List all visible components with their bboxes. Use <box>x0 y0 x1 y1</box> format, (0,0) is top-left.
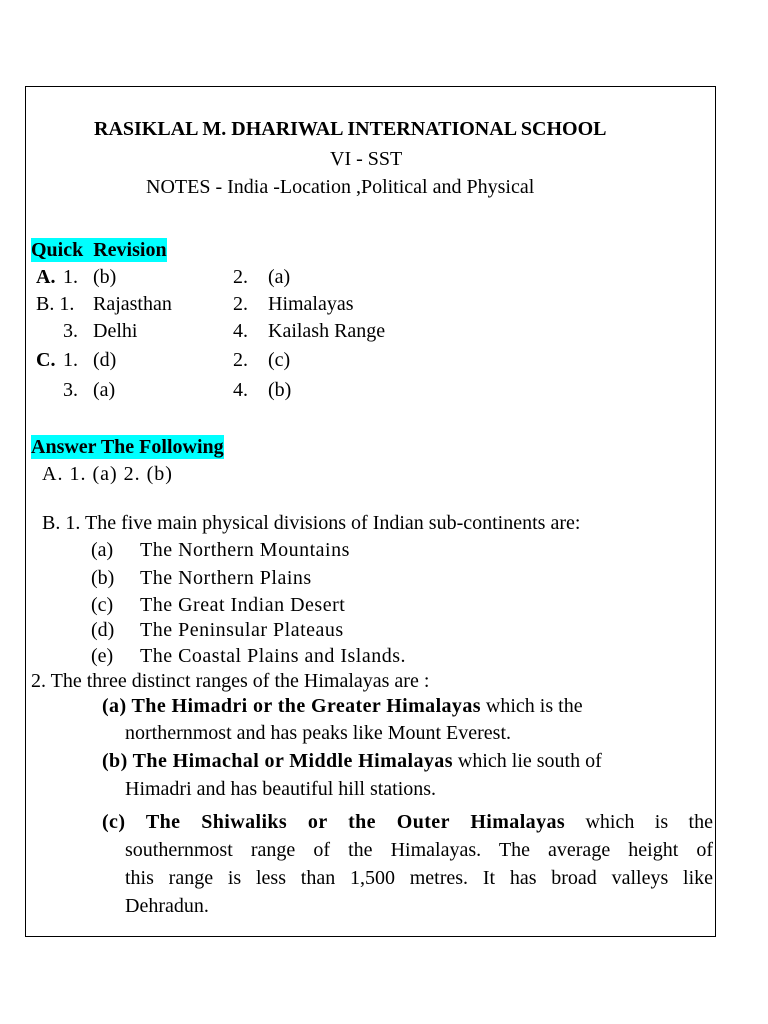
qr-a2-num: 2. <box>233 266 248 288</box>
qr-c4-answer: (b) <box>268 379 292 401</box>
qr-c2-num: 2. <box>233 349 248 371</box>
qr-a1-answer: (b) <box>93 266 117 288</box>
qr-a-letter: A. <box>36 266 56 288</box>
af-a-line: A. 1. (a) 2. (b) <box>42 463 173 485</box>
notes-title: NOTES - India -Location ,Political and Physical <box>146 176 535 198</box>
qr-b-prefix: B. 1. <box>36 293 75 315</box>
range-a-cont: northernmost and has peaks like Mount Everest. <box>125 722 512 744</box>
range-c-title: (c) The Shiwaliks or the Outer Himalayas <box>102 811 566 833</box>
division-letter: (b) <box>91 567 115 589</box>
qr-b2-num: 2. <box>233 293 248 315</box>
division-letter: (e) <box>91 645 114 667</box>
qr-a1-num: 1. <box>63 266 78 288</box>
qr-b4-answer: Kailash Range <box>268 320 386 342</box>
qr-c1-num: 1. <box>63 349 78 371</box>
af-b1-intro: B. 1. The five main physical divisions of Indian sub-continents are: <box>42 512 581 534</box>
range-b-cont: Himadri and has beautiful hill stations. <box>125 778 437 800</box>
qr-c4-num: 4. <box>233 379 248 401</box>
qr-b2-answer: Himalayas <box>268 293 354 315</box>
division-text: The Coastal Plains and Islands. <box>140 645 407 667</box>
range-c-cont: this range is less than 1,500 metres. It has broad valleys like <box>125 867 713 889</box>
qr-b3-num: 3. <box>63 320 78 342</box>
division-text: The Northern Mountains <box>140 539 350 561</box>
qr-c-letter: C. <box>36 349 56 371</box>
division-text: The Great Indian Desert <box>140 594 346 616</box>
qr-b1-answer: Rajasthan <box>93 293 172 315</box>
division-letter: (c) <box>91 594 114 616</box>
qr-a2-answer: (a) <box>268 266 291 288</box>
qr-c3-answer: (a) <box>93 379 116 401</box>
division-text: The Northern Plains <box>140 567 312 589</box>
division-letter: (a) <box>91 539 114 561</box>
range-b-first-line <box>102 749 602 773</box>
range-c-first-line <box>102 810 713 834</box>
range-c-cont: Dehradun. <box>125 895 209 917</box>
range-c-cont: southernmost range of the Himalayas. The average height of <box>125 839 713 861</box>
class-subject: VI - SST <box>330 148 403 170</box>
range-a-rest: which is the <box>480 695 583 717</box>
school-name: RASIKLAL M. DHARIWAL INTERNATIONAL SCHOOL <box>94 118 607 140</box>
range-c-rest: which is the <box>565 811 713 833</box>
answer-following-heading: Answer The Following <box>31 436 224 458</box>
range-a-first-line <box>102 694 583 718</box>
qr-b3-answer: Delhi <box>93 320 138 342</box>
af-q2-intro: 2. The three distinct ranges of the Himalayas are : <box>31 670 430 692</box>
division-letter: (d) <box>91 619 115 641</box>
division-text: The Peninsular Plateaus <box>140 619 344 641</box>
range-b-title: (b) The Himachal or Middle Himalayas <box>102 750 453 772</box>
qr-c2-answer: (c) <box>268 349 291 371</box>
qr-c1-answer: (d) <box>93 349 117 371</box>
quick-revision-heading: Quick Revision <box>31 239 167 261</box>
qr-b4-num: 4. <box>233 320 248 342</box>
range-b-rest: which lie south of <box>452 750 602 772</box>
qr-c3-num: 3. <box>63 379 78 401</box>
range-a-title: (a) The Himadri or the Greater Himalayas <box>102 695 481 717</box>
